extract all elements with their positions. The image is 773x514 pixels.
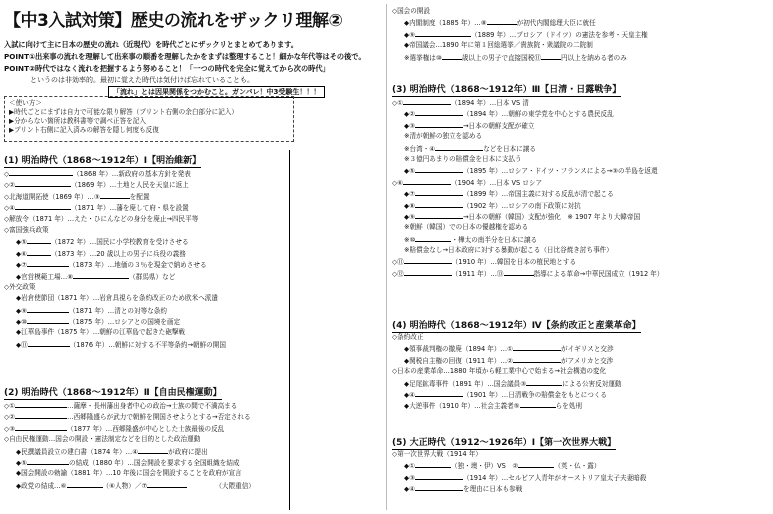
fill-in-row — [392, 460, 646, 471]
section-5-rows — [392, 449, 646, 495]
answer-blank[interactable] — [513, 355, 561, 363]
section-heading-1: (1) 明治時代（1868～1912年）Ⅰ【明治維新】 — [4, 153, 201, 168]
row-text: （1875 年）…ロシアとの国境を画定 — [68, 318, 181, 327]
row-text: ◆大逆事件（1910 年）…社会主義者⑤ — [404, 402, 520, 411]
answer-blank[interactable] — [27, 316, 69, 324]
usage-item: ▶分からない箇所は教科書等で調べ正答を記入 — [9, 117, 146, 125]
answer-blank[interactable] — [520, 400, 556, 408]
fill-in-row — [392, 108, 663, 119]
section-3-rows — [392, 97, 663, 279]
row-text: 円以上を納める者のみ — [560, 53, 627, 62]
row-text: ※清が朝鮮の独立を認める — [404, 132, 483, 141]
intro-point-1: POINT①出来事の流れを理解して出来事の順番を理解したかをまずは整理すること！細かな年代等はその後で。 — [4, 52, 366, 61]
fill-in-row — [392, 400, 622, 411]
fill-in-row — [4, 282, 226, 293]
section-4-rows — [392, 332, 622, 412]
fill-in-row — [392, 177, 663, 188]
row-text: 指導による革命→中華民国成立（1912 年） — [533, 269, 664, 278]
row-text: ◆政党の結成…⑥ — [16, 481, 67, 490]
row-text: ◆③ — [404, 121, 415, 130]
row-text: ◇第一次世界大戦（1914 年） — [392, 450, 482, 458]
row-text: ◆内閣制度（1885 年）…⑧ — [404, 19, 487, 28]
fill-in-row — [392, 355, 622, 366]
row-text: ◇国会の開設 — [392, 7, 431, 15]
fill-in-row — [4, 271, 226, 282]
fill-in-row — [392, 389, 622, 400]
row-text: （大隈重信） — [215, 481, 255, 490]
row-text: ◆⑤ — [16, 458, 27, 467]
fill-in-row — [4, 248, 226, 259]
row-text: ◆官営模範工場…⑧ — [16, 272, 74, 281]
fill-in-row — [392, 17, 648, 28]
row-text: （1901 年）…日清戦争の賠償金をもとにつくる — [462, 390, 608, 399]
section-heading-4: (4) 明治時代（1868～1912年）Ⅳ【条約改正と産業革命】 — [392, 318, 641, 333]
answer-blank[interactable] — [513, 343, 561, 351]
row-text: ◇④ — [4, 204, 15, 213]
row-text: ◆② — [404, 110, 415, 119]
row-text: （1902 年）…ロシアの南下政策に対抗 — [462, 201, 581, 210]
answer-blank[interactable] — [403, 97, 451, 105]
answer-blank[interactable] — [442, 52, 462, 60]
fill-in-row — [392, 472, 646, 483]
answer-blank[interactable] — [415, 234, 451, 242]
row-text: ◇③ — [4, 424, 15, 433]
fill-in-row — [4, 339, 226, 350]
row-text: （1873 年）…地価の３％を現金で納めさせる — [68, 261, 207, 270]
row-text: ※３億円あまりの賠償金を日本に支払う — [404, 154, 522, 163]
row-text: ◆① — [404, 462, 415, 471]
row-text: （群馬県）など — [129, 272, 176, 281]
row-text: ◆江華島事件（1875 年）…朝鮮の江華島で起きた砲撃戦 — [16, 328, 186, 337]
row-text: 歳以上の男子で直接国税⑪ — [461, 53, 541, 62]
intro-line-1: 入試に向けて主に日本の歴史の流れ（近現代）を時代ごとにザックリとまとめてあります。 — [4, 40, 298, 49]
answer-blank[interactable] — [415, 472, 463, 480]
answer-blank[interactable] — [435, 143, 483, 151]
row-text: が初代内閣総理大臣に就任 — [516, 19, 596, 28]
fill-in-row — [4, 400, 255, 411]
fill-in-row — [392, 6, 648, 17]
fill-in-row — [4, 457, 255, 468]
row-text: ◇⑪ — [392, 258, 404, 267]
page-divider — [386, 4, 387, 510]
fill-in-row — [392, 366, 622, 377]
usage-box — [4, 96, 294, 142]
fill-in-row — [4, 480, 255, 491]
answer-blank[interactable] — [415, 200, 463, 208]
fill-in-row — [392, 449, 646, 460]
answer-blank[interactable] — [15, 400, 67, 408]
answer-blank[interactable] — [415, 460, 451, 468]
row-text: ◆関税自主権の回復（1911 年）…② — [404, 356, 513, 365]
section-heading-3: (3) 明治時代（1868～1912年）Ⅲ【日清・日露戦争】 — [392, 82, 621, 97]
intro-point-2: POINT②時代ではなく流れを把握するよう努めること！「一つの時代を完全に覚えてから次の時代」 — [4, 64, 330, 73]
row-text: （1895 年）…ロシア・ドイツ・フランスによる→③の半島を返還 — [462, 167, 658, 176]
answer-blank[interactable] — [15, 202, 71, 210]
fill-in-row — [392, 268, 663, 279]
answer-blank[interactable] — [415, 120, 463, 128]
section-1-rows — [4, 168, 226, 350]
answer-blank[interactable] — [415, 165, 463, 173]
row-text: ◆⑪ — [16, 340, 28, 349]
row-text: ◆岩倉使節団（1871 年）…岩倉具視らを条約改正のため欧米へ派遣 — [16, 294, 218, 303]
row-text: ◆領事裁判権の撤廃（1894 年）…① — [404, 345, 513, 354]
row-text: ◇解放令（1871 年）…えた・ひにんなどの身分を廃止→四民平等 — [4, 214, 199, 223]
row-text: ◇外交政策 — [4, 282, 36, 291]
row-text: を配置 — [129, 192, 150, 201]
row-text: ・樺太の南半分を日本に譲る — [451, 235, 538, 244]
row-text: →日本の朝鮮（韓国）支配が強化 ※ 1907 年より大韓帝国 — [462, 212, 641, 221]
row-text: ◆⑦ — [16, 261, 27, 270]
row-text: （1910 年）…韓国を日本の植民地とする — [451, 258, 577, 267]
section-heading-2: (2) 明治時代（1868～1912年）Ⅱ【自由民権運動】 — [4, 385, 222, 400]
answer-blank[interactable] — [541, 52, 561, 60]
answer-blank[interactable] — [27, 305, 69, 313]
row-text: ◆⑥ — [16, 249, 27, 258]
answer-blank[interactable] — [67, 480, 103, 488]
row-text: ◆⑨ — [404, 30, 415, 39]
row-text: （1868 年）…新政府の基本方針を発表 — [73, 170, 191, 178]
fill-in-row — [4, 305, 226, 316]
row-text: （1899 年）…帝国主義に対する反乱が清で起こる — [462, 190, 614, 199]
row-text: →日本の朝鮮支配が確立 — [462, 121, 535, 130]
fill-in-row — [392, 200, 663, 211]
answer-blank[interactable] — [15, 179, 71, 187]
fill-in-row — [4, 236, 226, 247]
answer-blank[interactable] — [415, 389, 463, 397]
fill-in-row — [392, 97, 663, 108]
row-text: の結成（1880 年）…国会開設を要求する全国組織を結成 — [68, 458, 240, 467]
row-text: ◆⑧ — [404, 201, 415, 210]
row-text: （1914 年）…セルビア人青年がオーストリア皇太子夫妻暗殺 — [462, 473, 647, 482]
answer-blank[interactable] — [73, 271, 129, 279]
row-text: ◇ — [4, 170, 10, 178]
row-text: が政府に提出 — [168, 447, 208, 456]
row-text: を理由に日本も参戦 — [462, 485, 523, 494]
row-text: （1871 年）…清との対等な条約 — [68, 306, 167, 315]
usage-item: ▶プリント右側に記入済みの解答を隠し何度も反復 — [9, 126, 159, 134]
row-text: ◆③ — [404, 473, 415, 482]
fill-in-row — [4, 225, 226, 236]
page-title: 【中3入試対策】歴史の流れをザックリ理解② — [4, 11, 343, 31]
answer-blank[interactable] — [526, 378, 562, 386]
row-text: ◆⑦ — [404, 190, 415, 199]
row-text: ◆④ — [404, 390, 415, 399]
row-text: （⑥人物）／⑦ — [102, 481, 148, 490]
section-2-continued-rows — [392, 6, 648, 63]
section-heading-5: (5) 大正時代（1912～1926年）Ⅰ【第一次世界大戦】 — [392, 435, 616, 450]
fill-in-row — [4, 179, 226, 190]
fill-in-row — [392, 154, 663, 165]
answer-blank[interactable] — [27, 457, 69, 465]
row-text: ◆民撰議員設立の建白書（1874 年）…④ — [16, 447, 139, 456]
row-text: ※選挙権は⑩ — [404, 53, 442, 62]
row-text: ◆⑨ — [404, 212, 415, 221]
row-text: …西郷隆盛らが武力で朝鮮を開国させようとする→否定される — [66, 413, 251, 422]
fill-in-row — [392, 211, 663, 222]
left-page — [0, 0, 385, 514]
row-text: ※賠償金なし→日本政府に対する暴動が起こる（日比谷焼き討ち事件） — [404, 246, 613, 255]
row-text: …薩摩・長州藩出身者中心の政治→士族の間で不満高まる — [66, 402, 238, 410]
intro-line-4: というのは非効率的。最初に覚えた時代は気付けば忘れていることも。 — [30, 76, 254, 84]
answer-blank[interactable] — [415, 483, 463, 491]
answer-blank[interactable] — [27, 236, 51, 244]
fill-in-row — [392, 131, 663, 142]
fill-in-row — [4, 214, 226, 225]
row-text: ◆国会開設の勅諭（1881 年）…10 年後に国会を開設することを政府が宣言 — [16, 469, 242, 478]
section-2-rows — [4, 400, 255, 491]
row-text: ◇北海道開拓使（1869 年）…③ — [4, 192, 100, 201]
right-page — [388, 0, 773, 514]
answer-blank[interactable] — [27, 259, 69, 267]
row-text: などを日本に譲る — [483, 144, 536, 153]
answer-blank[interactable] — [15, 411, 67, 419]
row-text: （英・仏・露） — [554, 462, 601, 471]
row-text: （1911 年）…⑬ — [451, 269, 504, 278]
answer-blank[interactable] — [9, 168, 73, 176]
fill-in-row — [392, 143, 663, 154]
answer-blank[interactable] — [415, 188, 463, 196]
answer-blank[interactable] — [28, 339, 70, 347]
row-text: （1872 年）…国民に小学校教育を受けさせる — [50, 238, 189, 247]
row-text: （独・墺・伊）VS ② — [450, 462, 519, 471]
row-text: ◇富国強兵政策 — [4, 225, 49, 234]
fill-in-row — [4, 316, 226, 327]
fill-in-row — [392, 29, 648, 40]
fill-in-row — [4, 202, 226, 213]
row-text: ◇① — [392, 99, 403, 107]
row-text: （1904 年）…日本 VS ロシア — [450, 178, 543, 187]
answer-blank[interactable] — [147, 480, 187, 488]
answer-blank[interactable] — [404, 256, 452, 264]
answer-blank[interactable] — [403, 177, 451, 185]
fill-in-row — [4, 434, 255, 445]
row-text: ◇① — [4, 402, 15, 410]
row-text: による公害反対運動 — [562, 379, 622, 388]
answer-blank[interactable] — [518, 460, 554, 468]
row-text: がイギリスと交渉 — [560, 345, 614, 354]
fill-in-row — [4, 468, 255, 479]
fill-in-row — [392, 222, 663, 233]
row-text: ※朝鮮（韓国）での日本の優越権を認める — [404, 223, 529, 232]
fill-in-row — [4, 411, 255, 422]
answer-blank[interactable] — [415, 211, 463, 219]
fill-in-row — [4, 423, 255, 434]
row-text: ◆帝国議会…1890 年に第１回総選挙／貴族院・衆議院の二院制 — [404, 41, 593, 50]
fill-in-row — [392, 378, 622, 389]
row-text: ◆④ — [404, 485, 415, 494]
fill-in-row — [392, 52, 648, 63]
row-text: ◇⑫ — [392, 269, 404, 278]
row-text: （1889 年）…プロシア（ドイツ）の憲法を参考・天皇主権 — [470, 30, 648, 39]
row-text: ◆足尾鉱毒事件（1891 年）…国会議員③ — [404, 379, 527, 388]
answer-blank[interactable] — [504, 268, 534, 276]
row-text: （1894 年）…朝鮮の東学党を中心とする農民反乱 — [462, 110, 614, 119]
row-text: ◇② — [4, 413, 15, 422]
row-text: ◆⑤ — [16, 238, 27, 247]
row-text: （1873 年）…20 歳以上の男子に兵役の義務 — [50, 249, 186, 258]
row-text: ◆⑨ — [16, 306, 27, 315]
answer-blank[interactable] — [404, 268, 452, 276]
row-text: がアメリカと交渉 — [560, 356, 614, 365]
answer-column-divider — [289, 150, 290, 510]
row-text: （1869 年）…土地と人民を天皇に返上 — [70, 181, 189, 190]
fill-in-row — [4, 327, 226, 338]
row-text: ※⑩ — [404, 235, 416, 244]
fill-in-row — [392, 256, 663, 267]
row-text: （1877 年）…西郷隆盛が中心とした士族最後の反乱 — [66, 424, 225, 433]
row-text: ※台湾・④ — [404, 144, 436, 153]
usage-item: ▶時代ごとにまずは自力で可能な限り解答（プリント右側の余白部分に記入） — [9, 108, 238, 116]
row-text: らを処刑 — [555, 402, 582, 411]
row-text: ◇自由民権運動…国会の開設・憲法制定などを目的とした政治運動 — [4, 435, 201, 444]
row-text: ◇日本の産業革命…1880 年頃から軽工業中心で始まる→社会構造の変化 — [392, 367, 607, 376]
fill-in-row — [392, 40, 648, 51]
answer-blank[interactable] — [100, 191, 130, 199]
answer-blank[interactable] — [27, 248, 51, 256]
usage-heading: ＜使い方＞ — [9, 99, 42, 107]
fill-in-row — [392, 234, 663, 245]
fill-in-row — [392, 165, 663, 176]
answer-blank[interactable] — [415, 108, 463, 116]
row-text: （1894 年）…日本 VS 清 — [450, 99, 529, 107]
fill-in-row — [392, 245, 663, 256]
fill-in-row — [4, 191, 226, 202]
row-text: （1871 年）…藩を廃して府・県を設置 — [70, 204, 189, 213]
row-text: ◆⑩ — [16, 318, 27, 327]
fill-in-row — [4, 446, 255, 457]
answer-blank[interactable] — [487, 17, 517, 25]
row-text: ◆⑤ — [404, 167, 415, 176]
fill-in-row — [4, 293, 226, 304]
fill-in-row — [392, 332, 622, 343]
fill-in-row — [392, 120, 663, 131]
fill-in-row — [4, 259, 226, 270]
row-text: （1876 年）…朝鮮に対する不平等条約→朝鮮の開国 — [69, 340, 226, 349]
row-text: ◇② — [4, 181, 15, 190]
motto-box: 「流れ」とは因果関係をつかむこと。ガンバレ！中3受験生！！！ — [108, 86, 325, 98]
fill-in-row — [392, 343, 622, 354]
row-text: ◇条約改正 — [392, 333, 424, 341]
fill-in-row — [392, 483, 646, 494]
answer-blank[interactable] — [138, 446, 168, 454]
fill-in-row — [392, 188, 663, 199]
answer-blank[interactable] — [15, 423, 67, 431]
answer-blank[interactable] — [415, 29, 471, 37]
fill-in-row — [4, 168, 226, 179]
row-text: ◇⑥ — [392, 178, 403, 187]
